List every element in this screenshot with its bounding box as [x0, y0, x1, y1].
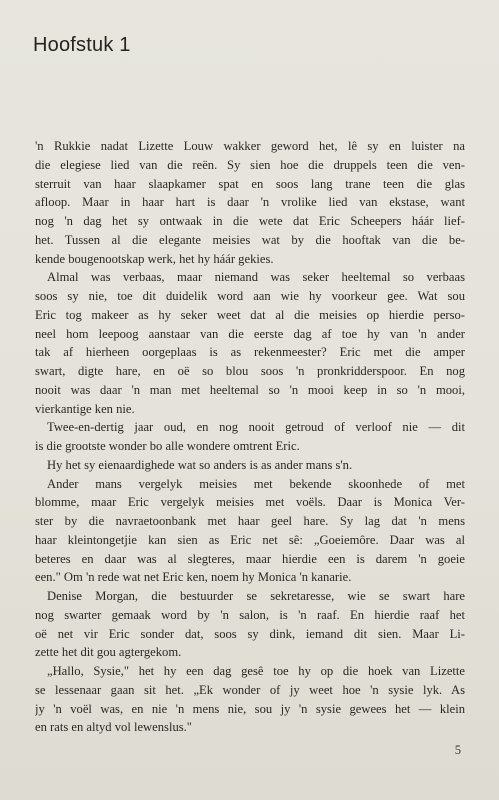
text-line: jy 'n voël was, en nie 'n mens nie, sou jy 'n sysie gewees het — klein	[35, 701, 465, 716]
page-number: 5	[454, 743, 461, 757]
text-line: Denise Morgan, die bestuurder se sekretaresse, wie se swart hare	[47, 589, 465, 603]
text-line: Eric tog makeer as hy seker weet dat al die meisies op hierdie perso-	[35, 307, 465, 322]
text-line: is die grootste wonder bo alle wondere omtrent Eric.	[35, 439, 300, 453]
body-text	[35, 137, 465, 737]
text-line: en rats en altyd vol lewenslus."	[35, 720, 192, 735]
text-line: een." Om 'n rede wat net Eric ken, noem hy Monica 'n kanarie.	[35, 570, 352, 585]
text-line: sterruit van haar slaapkamer spat en soos lang trane teen die glas	[35, 176, 465, 191]
text-line: soos sy nie, toe dit duidelik word aan wie hy voorkeur gee. Wat sou	[35, 289, 465, 303]
text-line: oë net vir Eric sonder dat, soos sy dink, iemand dit sien. Maar Li-	[35, 626, 465, 641]
text-line: se lessenaar gaan sit het. „Ek wonder of jy weet hoe 'n sysie lyk. As	[35, 682, 465, 697]
text-line: nog 'n dag het sy ontwaak in die wete dat Eric Scheepers háár lief-	[35, 214, 465, 228]
text-line: het. Tussen al die elegante meisies wat by die hooftak van die be-	[35, 232, 465, 247]
text-line: Almal was verbaas, maar niemand was seker heeltemal so verbaas	[47, 270, 465, 285]
text-line: Ander mans vergelyk meisies met bekende skoonhede of met	[47, 476, 465, 491]
text-line: nooit was daar 'n man met heeltemal so 'n mooi keep in so 'n mooi,	[35, 382, 465, 397]
text-line: blomme, maar Eric vergelyk meisies met voëls. Daar is Monica Ver-	[35, 495, 465, 510]
text-line: Twee-en-dertig jaar oud, en nog nooit getroud of verloof nie — dit	[47, 420, 465, 435]
text-line: swart, digte hare, en oë so blou soos 'n pronkridderspoor. En nog	[35, 364, 465, 378]
text-line: nog swarter gemaak word by 'n salon, is 'n raaf. En hierdie raaf het	[35, 607, 465, 622]
text-line: ster by die navraetoonbank met haar geel hare. Sy lag dat 'n mens	[35, 514, 465, 528]
text-line: vierkantige ken nie.	[35, 401, 135, 416]
text-line: 'n Rukkie nadat Lizette Louw wakker geword het, lê sy en luister na	[35, 139, 465, 153]
chapter-title: Hoofstuk 1	[33, 34, 131, 56]
text-line: Hy het sy eienaardighede wat so anders is as ander mans s'n.	[47, 457, 353, 472]
text-line: „Hallo, Sysie," het hy een dag gesê toe hy op die hoek van Lizette	[47, 664, 465, 678]
text-line: beteres en daar was al slegteres, maar hierdie een is darem 'n goeie	[35, 551, 465, 566]
text-line: die elegiese lied van die reën. Sy sien hoe die druppels teen die ven-	[35, 157, 465, 172]
text-line: tak af hierheen oorgeplaas is as rekenmeester? Eric met die amper	[35, 345, 465, 360]
text-line: zette het dit gou agtergekom.	[35, 645, 182, 660]
text-line: haar kleintongetjie kan sien as Eric net sê: „Goeiemôre. Daar was al	[35, 532, 465, 547]
text-line: kende bougenootskap werk, het hy háár gekies.	[35, 251, 274, 266]
text-line: afloop. Maar in haar hart is daar 'n vrolike lied van ekstase, want	[35, 195, 465, 210]
text-line: neel hom leepoog aanstaar van die eerste dag af toe hy van 'n ander	[35, 326, 465, 341]
